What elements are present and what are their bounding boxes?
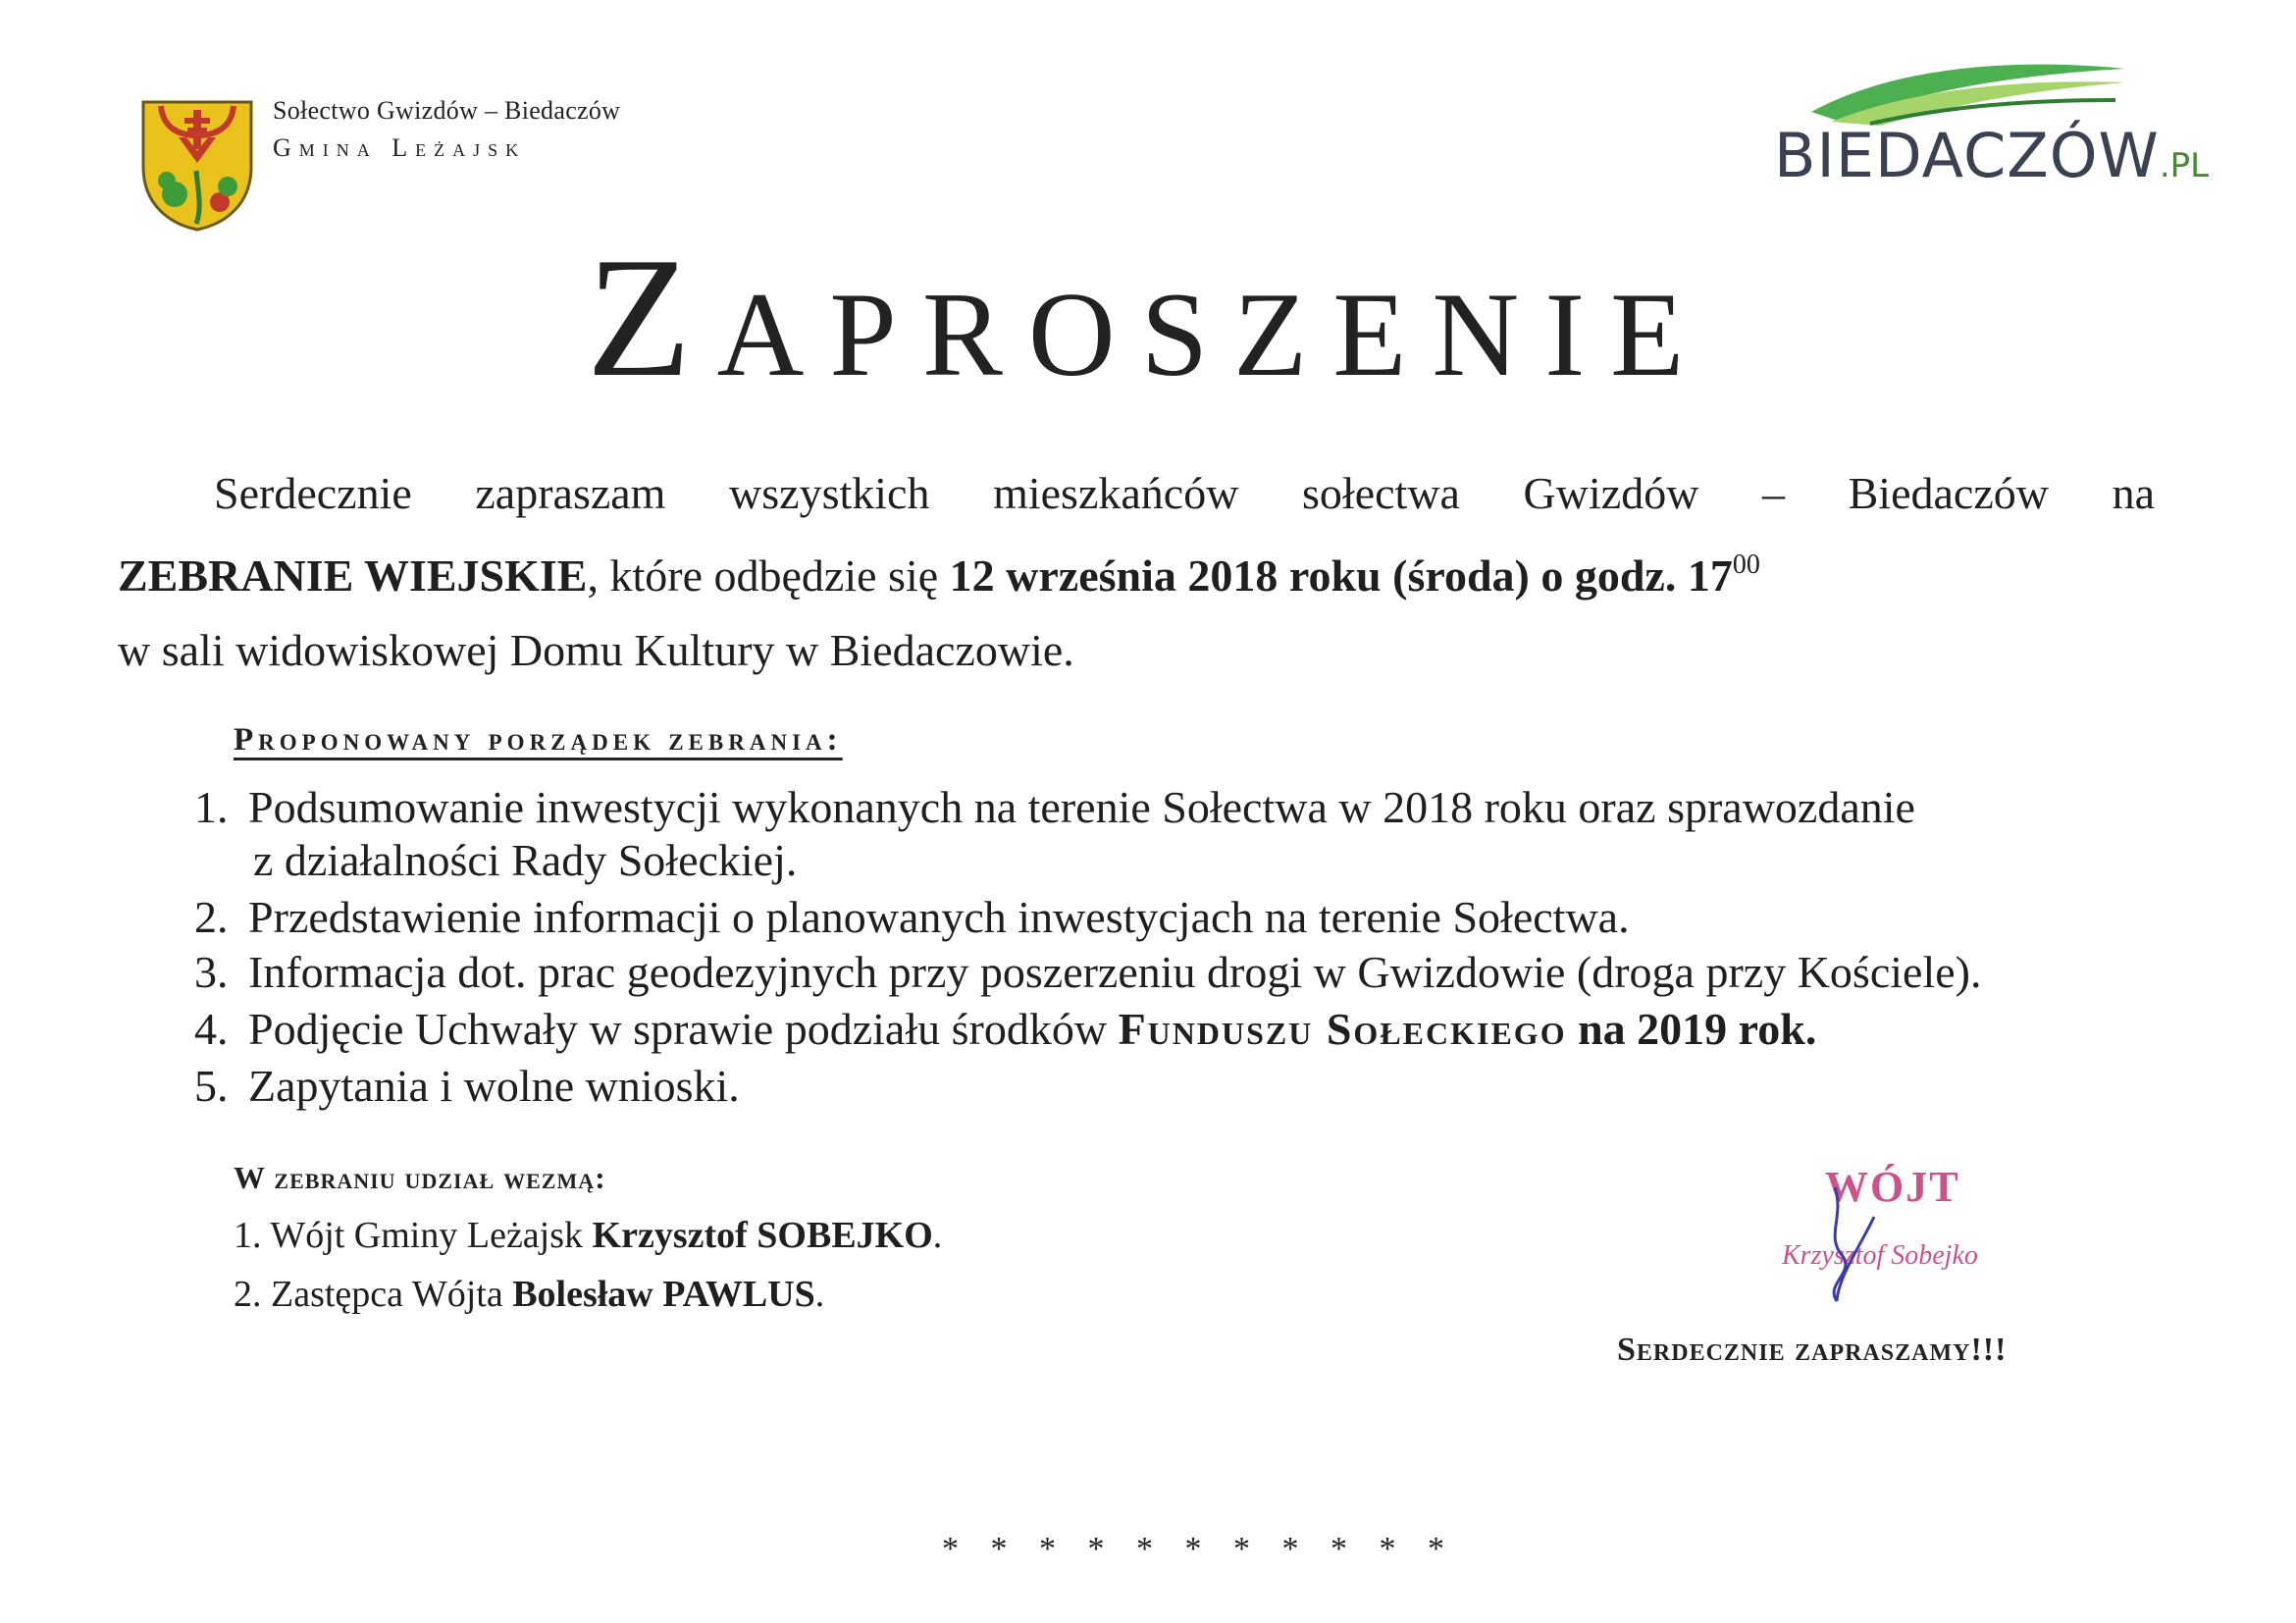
organization-municipality: Gmina Leżajsk [273, 133, 527, 162]
participant-end: . [814, 1274, 825, 1315]
agenda-item-text: Przedstawienie informacji o planowanych inwestycjach na terenie Sołectwa. [248, 892, 1630, 942]
agenda-item [194, 1004, 1817, 1054]
meeting-date: 12 września 2018 roku (środa) o godz. 17 [949, 550, 1733, 601]
intro-line-2 [118, 550, 1760, 601]
agenda-item-text: Podjęcie Uchwały w sprawie podziału środków [248, 1004, 1119, 1054]
agenda-item-number: 4. [194, 1004, 229, 1054]
coat-of-arms-icon [139, 98, 255, 234]
agenda-item-number: 2. [194, 892, 229, 942]
meeting-time-minutes: 00 [1732, 550, 1760, 580]
intro-line-3: w sali widowiskowej Domu Kultury w Biedaczowie. [118, 625, 1074, 675]
fund-name: Funduszu Sołeckiego [1118, 1004, 1567, 1054]
stamp-title: WÓJT [1825, 1163, 1960, 1211]
participant-number: 2. [234, 1274, 262, 1315]
logo-wordmark [1774, 120, 2209, 191]
participant-item [234, 1276, 824, 1313]
footer-separator: * * * * * * * * * * * [942, 1531, 1456, 1567]
participant-name: Krzysztof SOBEJKO [592, 1215, 933, 1256]
agenda-item [194, 892, 1630, 942]
agenda-item [194, 782, 1915, 832]
participant-number: 1. [234, 1215, 262, 1256]
participant-name: Bolesław PAWLUS [512, 1274, 815, 1315]
agenda-item-text: Zapytania i wolne wnioski. [248, 1061, 740, 1111]
intro-line-2-text: , które odbędzie się [587, 550, 950, 601]
fund-year: na 2019 rok. [1566, 1004, 1817, 1054]
meeting-type: ZEBRANIE WIEJSKIE [118, 550, 588, 601]
closing-text: Serdecznie zapraszamy!!! [1617, 1332, 2008, 1368]
organization-name: Sołectwo Gwizdów – Biedaczów [273, 96, 621, 125]
agenda-item [194, 947, 1982, 997]
agenda-item-continuation: z działalności Rady Sołeckiej. [253, 835, 798, 885]
intro-line-1: Serdecznie zapraszam wszystkich mieszkańców sołectwa Gwizdów – Biedaczów na [214, 468, 2155, 518]
hills-logo-icon [1801, 61, 2135, 126]
stamp-name: Krzysztof Sobejko [1782, 1240, 1978, 1271]
logo-suffix: .PL [2159, 146, 2210, 185]
participant-role: Wójt Gminy Leżajsk [270, 1215, 593, 1256]
agenda-item-number: 1. [194, 782, 229, 832]
biedaczow-logo [1766, 61, 2210, 198]
signature-stamp [1766, 1158, 2041, 1305]
document-title: Zaproszenie [586, 222, 1710, 412]
participant-end: . [932, 1215, 943, 1256]
agenda-item-text: Podsumowanie inwestycji wykonanych na terenie Sołectwa w 2018 roku oraz sprawozdanie [248, 782, 1915, 832]
participants-heading: W zebraniu udział wezmą: [234, 1160, 606, 1195]
organization-header [273, 96, 620, 163]
agenda-item-text: Informacja dot. prac geodezyjnych przy poszerzeniu drogi w Gwizdowie (droga przy Kościele). [248, 947, 1982, 997]
participant-role: Zastępca Wójta [271, 1274, 513, 1315]
agenda-heading: Proponowany porządek zebrania: [234, 722, 843, 758]
agenda-item [194, 1061, 740, 1111]
logo-name: BIEDACZÓW [1774, 120, 2160, 191]
agenda-item-number: 5. [194, 1061, 229, 1111]
participant-item [234, 1217, 942, 1254]
agenda-item-number: 3. [194, 947, 229, 997]
